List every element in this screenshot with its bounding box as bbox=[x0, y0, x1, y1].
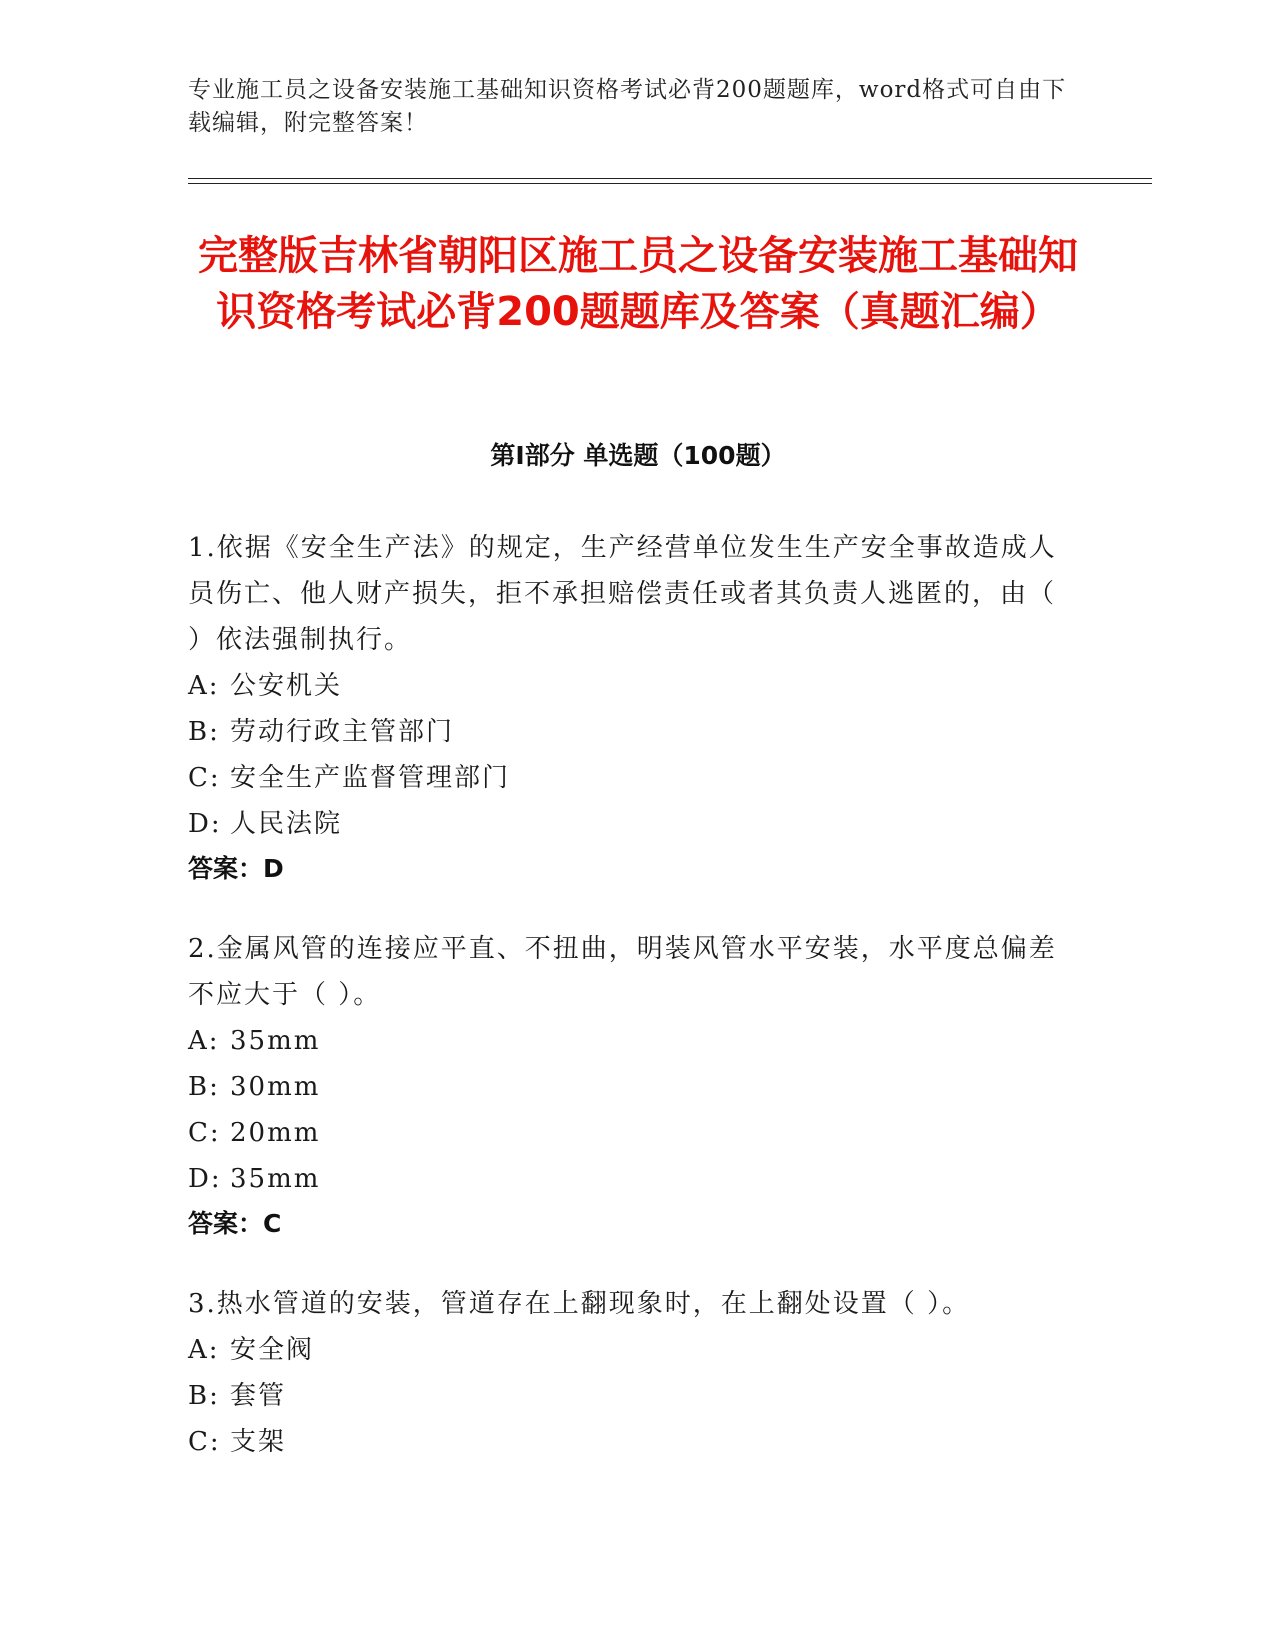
question-stem: 3.热水管道的安装，管道存在上翻现象时，在上翻处设置（ ）。 bbox=[188, 1289, 971, 1319]
option-text: 20mm bbox=[230, 1118, 321, 1148]
option-c bbox=[188, 1110, 1068, 1156]
option-key: B: bbox=[188, 717, 220, 747]
answer-line: 答案：D bbox=[188, 854, 284, 883]
question-list bbox=[188, 525, 1068, 1500]
option-key: C: bbox=[188, 763, 221, 793]
option-a bbox=[188, 663, 1068, 709]
option-key: A: bbox=[188, 1335, 220, 1365]
option-key: B: bbox=[188, 1381, 220, 1411]
option-text: 35mm bbox=[230, 1026, 321, 1056]
question-stem: 2.金属风管的连接应平直、不扭曲，明装风管水平安装，水平度总偏差不应大于（ ）。 bbox=[188, 934, 1057, 1010]
header-divider-double bbox=[188, 183, 1152, 184]
option-text: 套管 bbox=[230, 1381, 287, 1411]
option-d bbox=[188, 1156, 1068, 1202]
section-heading: 第Ⅰ部分 单选题（100题） bbox=[490, 441, 786, 470]
option-key: D: bbox=[188, 1164, 222, 1194]
option-b bbox=[188, 1064, 1068, 1110]
option-text: 安全阀 bbox=[230, 1335, 315, 1365]
option-key: B: bbox=[188, 1072, 220, 1102]
question-item bbox=[188, 1281, 1068, 1465]
header-divider bbox=[188, 178, 1152, 179]
option-key: A: bbox=[188, 671, 220, 701]
option-key: C: bbox=[188, 1427, 221, 1457]
option-key: D: bbox=[188, 809, 222, 839]
option-text: 支架 bbox=[230, 1427, 287, 1457]
option-b bbox=[188, 1373, 1068, 1419]
option-text: 30mm bbox=[230, 1072, 321, 1102]
option-a bbox=[188, 1018, 1068, 1064]
option-key: C: bbox=[188, 1118, 221, 1148]
question-stem: 1.依据《安全生产法》的规定，生产经营单位发生生产安全事故造成人员伤亡、他人财产损失，拒不承担赔偿责任或者其负责人逃匿的，由（ ）依法强制执行。 bbox=[188, 533, 1057, 655]
option-c bbox=[188, 755, 1068, 801]
option-text: 安全生产监督管理部门 bbox=[230, 763, 511, 793]
option-text: 公安机关 bbox=[230, 671, 343, 701]
question-item bbox=[188, 525, 1068, 891]
option-b bbox=[188, 709, 1068, 755]
option-key: A: bbox=[188, 1026, 220, 1056]
option-c bbox=[188, 1419, 1068, 1465]
question-item bbox=[188, 926, 1068, 1246]
document-title: 完整版吉林省朝阳区施工员之设备安装施工基础知识资格考试必背200题题库及答案（真题汇编） bbox=[198, 233, 1078, 335]
option-text: 人民法院 bbox=[230, 809, 343, 839]
option-text: 劳动行政主管部门 bbox=[230, 717, 455, 747]
answer-line: 答案：C bbox=[188, 1209, 282, 1238]
header-note: 专业施工员之设备安装施工基础知识资格考试必背200题题库，word格式可自由下载编辑，附完整答案！ bbox=[188, 77, 1067, 136]
option-a bbox=[188, 1327, 1068, 1373]
option-d bbox=[188, 801, 1068, 847]
option-text: 35mm bbox=[230, 1164, 321, 1194]
